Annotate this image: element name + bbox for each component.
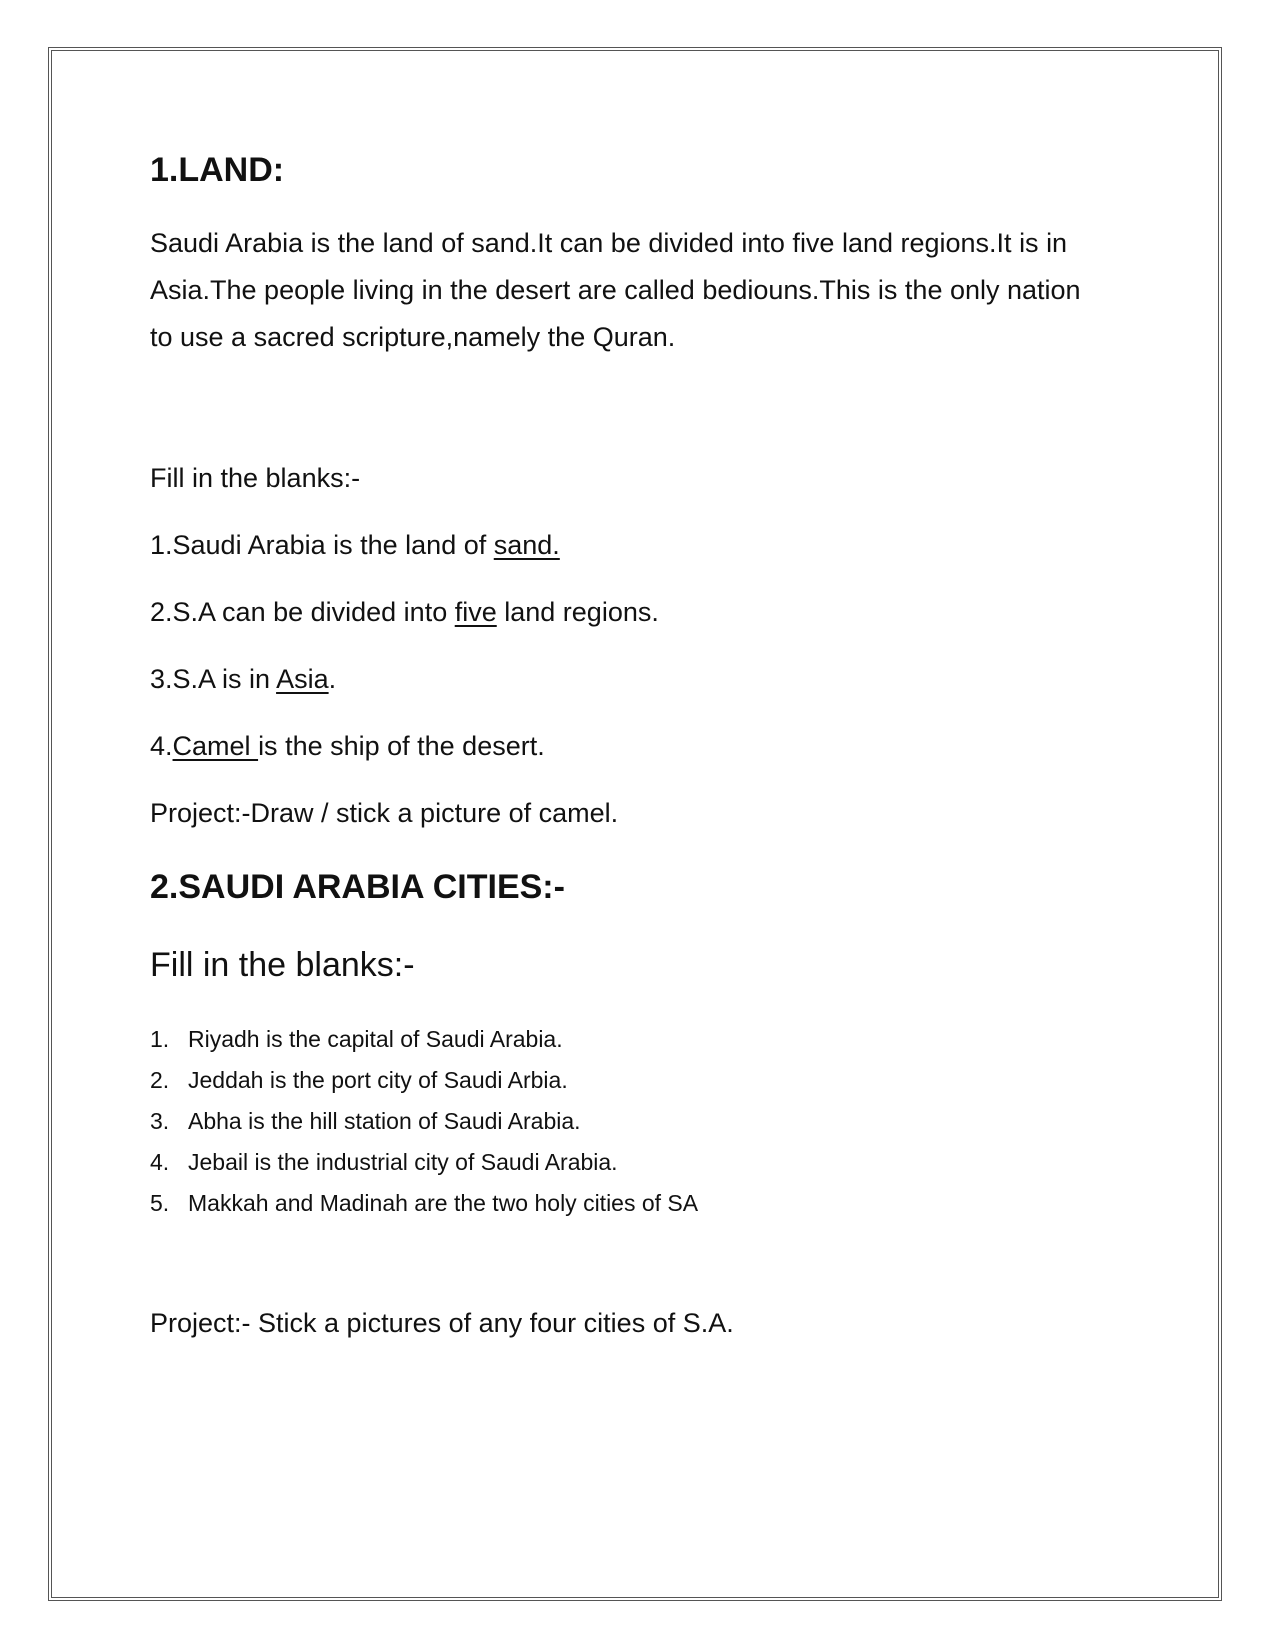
list-number: 4.	[150, 1149, 170, 1175]
project-instruction-cities: Project:- Stick a pictures of any four cities of S.A.	[150, 1308, 734, 1338]
heading-prefix: 2.	[150, 868, 179, 906]
list-number: 5.	[150, 1190, 170, 1216]
answer-underlined: sand.	[493, 530, 560, 560]
list-text: Jebail is the industrial city of Saudi Arabia.	[188, 1149, 618, 1175]
fill-blank-item-2	[150, 594, 1110, 630]
list-text: Jeddah is the port city of Saudi Arbia.	[188, 1067, 568, 1093]
item-text: 3.S.A is in	[150, 664, 277, 694]
item-text: 1.Saudi Arabia is the land of	[150, 530, 494, 560]
list-text: Abha is the hill station of Saudi Arabia.	[188, 1108, 581, 1134]
answer-underlined: five	[454, 597, 497, 627]
fill-blanks-title-cities: Fill in the blanks:-	[150, 946, 415, 984]
item-text: land regions.	[496, 597, 659, 627]
fill-blanks-title: Fill in the blanks:-	[150, 463, 361, 493]
section-heading-cities	[150, 867, 1110, 907]
heading-bold: SAUDI ARABIA CITIES:-	[178, 868, 565, 906]
list-number: 3.	[150, 1108, 170, 1134]
list-number: 1.	[150, 1026, 170, 1052]
list-item	[150, 1101, 1110, 1142]
fill-blank-item-1	[150, 527, 1110, 563]
project-instruction-camel: Project:-Draw / stick a picture of camel.	[150, 798, 619, 828]
list-item	[150, 1183, 1110, 1224]
list-text: Riyadh is the capital of Saudi Arabia.	[188, 1026, 563, 1052]
cities-list	[150, 1019, 1110, 1224]
land-paragraph: Saudi Arabia is the land of sand.It can be divided into five land regions.It is in Asia.The people living in the desert are called bediouns.This is the only nation to use a sacred scripture,namely the Quran.	[150, 228, 1081, 352]
item-text: 2.S.A can be divided into	[150, 597, 455, 627]
fill-blank-item-3	[150, 661, 1110, 697]
list-text: Makkah and Madinah are the two holy cities of SA	[188, 1190, 699, 1216]
list-item	[150, 1019, 1110, 1060]
item-text: .	[328, 664, 337, 694]
item-text: 4.	[150, 731, 173, 761]
list-number: 2.	[150, 1067, 170, 1093]
list-item	[150, 1142, 1110, 1183]
item-text: is the ship of the desert.	[258, 731, 545, 761]
fill-blank-item-4	[150, 728, 1110, 764]
document-content	[150, 150, 1110, 1341]
list-item	[150, 1060, 1110, 1101]
answer-underlined: Camel	[172, 731, 259, 761]
section-heading-land: 1.LAND:	[150, 151, 285, 189]
answer-underlined: Asia	[276, 664, 329, 694]
